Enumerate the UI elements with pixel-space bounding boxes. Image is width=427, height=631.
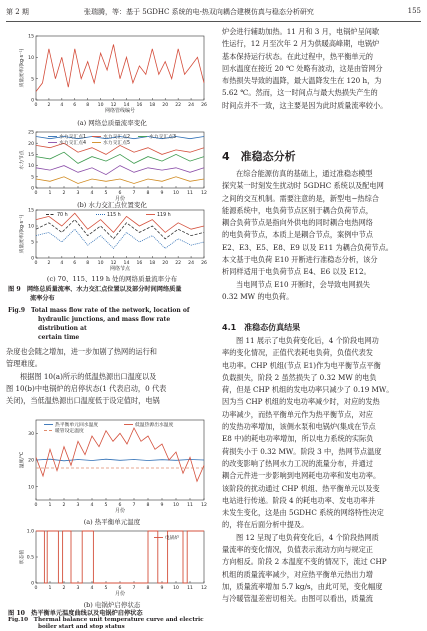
fig10a-chart xyxy=(14,416,210,518)
x-tick-label: 8 xyxy=(86,103,90,108)
series-line xyxy=(36,166,204,175)
fig9c-caption: (c) 70、115、119 h 处的网络质量流率分布 xyxy=(46,275,178,283)
fig9c-chart xyxy=(14,206,210,274)
fig10-caption-en: Fig.10 Thermal balance unit temperature curve and electric boiler start and stop status xyxy=(8,617,204,630)
x-tick-label: 2 xyxy=(47,261,51,266)
legend-entry: 水力交汇点2 xyxy=(103,135,131,140)
y-tick-label: 20 xyxy=(28,141,34,147)
right-col-mid xyxy=(222,168,422,303)
fig9b-chart xyxy=(14,128,210,208)
y-tick-label: 25 xyxy=(28,130,34,136)
header-rule xyxy=(6,21,421,22)
running-header xyxy=(6,4,421,18)
y-axis-label: 温度/℃ xyxy=(20,451,25,469)
x-tick-label: 12 xyxy=(201,586,207,591)
x-tick-label: 8 xyxy=(146,503,150,508)
x-tick-label: 6 xyxy=(73,261,77,266)
y-axis-label: 质量流率/(kg·s⁻¹) xyxy=(20,214,25,254)
y-tick-label: 10 xyxy=(28,164,34,170)
legend-entry: 水力交汇点1 xyxy=(59,135,87,140)
x-tick-label: 4 xyxy=(60,261,64,266)
x-tick-label: 7 xyxy=(132,191,136,196)
y-tick-label: 30 xyxy=(28,431,34,437)
y-tick-label: 0 xyxy=(31,186,34,192)
y-tick-label: 10 xyxy=(28,55,34,61)
x-tick-label: 6 xyxy=(73,103,77,108)
x-tick-label: 12 xyxy=(110,261,117,266)
fig9-caption-cn: 图 9 网络总质量流率、水力交汇点位置以及部分时间网络质量 流率分布 xyxy=(8,286,182,302)
y-axis-label: 质量流率/(kg·s⁻¹) xyxy=(20,48,25,88)
x-axis-label: 月份 xyxy=(114,508,126,514)
section-4-1-heading: 4.1 准稳态仿真结果 xyxy=(222,323,301,332)
x-tick-label: 9 xyxy=(160,503,164,508)
plot-frame xyxy=(36,36,204,100)
legend-entry: 电锅炉 xyxy=(165,536,180,541)
legend-entry: 低温热源出水温度 xyxy=(135,423,174,428)
legend-entry: 70 h xyxy=(57,213,68,218)
x-tick-label: 1 xyxy=(48,586,52,591)
y-tick-label: 10 xyxy=(28,485,34,491)
page-number: 155 xyxy=(407,7,421,15)
x-tick-label: 12 xyxy=(110,103,117,108)
x-tick-label: 12 xyxy=(201,503,207,508)
x-tick-label: 4 xyxy=(90,503,94,508)
para: 在综合能源仿真的基础上，通过准稳态模型 探究某一时刻发生扰动时 5GDHC 系统以及配电网 之间的交互机制。需要注意的是，新型电−热综合 能源系统中，电负荷节点区别于耦合负荷节点， 耦合负荷节点是指向外供电的同时耦合电热网络 的电负荷节点，本质上是耦合节点，案例中节点 E2、E3、E5、E8、E9 以及 E11 为耦合负荷节点。 本文基于电负荷 E10 开断进行准稳态分析，该分 析同样适用于电负荷节点 E4、E6 以及 E12。 xyxy=(222,169,393,277)
x-tick-label: 10 xyxy=(173,503,179,508)
para: 炉会进行辅助加热。11 月和 3 月，电锅炉呈间歇 性运行，12 月至次年 2 月为供暖高峰期，电锅炉 基本保持运行状态。在此过程中，热平衡单元的 回水温度在接近 20 ℃ 处略有波动，这是由管网分 布热损失导致的温降，最大温降发生在 120 h，为 5.62 ℃。然而，这一时间点与最大热损失产生的 时间点并不一致，这主要是因为此时质量流率较小。 xyxy=(222,27,388,110)
x-tick-label: 24 xyxy=(188,103,195,108)
y-tick-label: 0 xyxy=(31,256,34,262)
para: 杂度也会随之增加，进一步加剧了热网的运行和 管理难度。 xyxy=(6,347,157,369)
x-tick-label: 5 xyxy=(104,191,108,196)
fig9a-caption: (a) 网络总质量流率变化 xyxy=(77,119,147,127)
x-tick-label: 3 xyxy=(76,586,80,591)
x-tick-label: 3 xyxy=(76,503,80,508)
x-tick-label: 16 xyxy=(136,103,143,108)
header-title: 张瑞腾，等：基于 5GDHC 系统的电-热双向耦合建模仿真与稳态分析研究 xyxy=(84,8,314,16)
x-tick-label: 22 xyxy=(175,261,182,266)
fig9-caption-en: Fig.9 Total mass flow rate of the network, location of hydraulic junctions, and mass flow rate distribution at certain time xyxy=(8,307,190,341)
x-tick-label: 0 xyxy=(34,103,38,108)
y-tick-label: 15 xyxy=(28,34,34,40)
para: 图 12 呈现了电负荷变化后，4 个阶段热网质 量流率的变化情况，负值表示流动方向与规定正 方向相反。阶段 2 本温度不变的情况下，流过 CHP 机组的质量流率减少，对应热平衡单元热出力增 加，质量流率增加 5.7 kg/s，由此可见，变化幅度 与冷暖管温差密切相关。由图可以看出，质量流 xyxy=(222,532,387,604)
y-tick-label: 5 xyxy=(31,77,34,83)
x-tick-label: 20 xyxy=(162,103,169,108)
fig10b-caption: (b) 电锅炉启停状态 xyxy=(83,601,141,609)
x-tick-label: 0 xyxy=(34,191,38,196)
x-tick-label: 4 xyxy=(90,586,94,591)
series-line xyxy=(36,152,204,163)
legend-entry: 水力交汇点4 xyxy=(59,141,87,146)
legend-entry: 水力交汇点3 xyxy=(149,135,177,140)
x-tick-label: 12 xyxy=(201,191,207,196)
para: 根据图 10(a)所示的低温热源出口温度以及 图 10(b)中电锅炉的启停状态(1 代表启动，0 代表 关闭)，当低温热源出口温度低于设定值时，电锅 xyxy=(6,371,167,406)
x-tick-label: 18 xyxy=(149,103,156,108)
y-tick-label: 0 xyxy=(31,98,34,104)
x-tick-label: 11 xyxy=(187,586,193,591)
y-tick-label: 20 xyxy=(28,458,34,464)
x-tick-label: 8 xyxy=(146,586,150,591)
right-col-top xyxy=(222,26,422,112)
x-tick-label: 0 xyxy=(34,261,38,266)
legend-entry: 暖管设定温度 xyxy=(55,429,84,434)
x-tick-label: 7 xyxy=(132,586,136,591)
x-tick-label: 3 xyxy=(76,191,80,196)
series-line xyxy=(36,220,204,239)
legend-entry: 热平衡单元回水温度 xyxy=(55,423,99,428)
section-4-heading: 4 准稳态分析 xyxy=(222,150,296,163)
x-tick-label: 2 xyxy=(62,191,66,196)
x-tick-label: 8 xyxy=(86,261,90,266)
fig9b-caption: (b) 水力交汇点位置变化 xyxy=(77,201,147,209)
legend-entry: 119 h xyxy=(157,213,171,218)
y-tick-label: 15 xyxy=(28,208,34,214)
x-tick-label: 2 xyxy=(47,103,51,108)
x-tick-label: 20 xyxy=(162,261,169,266)
y-tick-label: 5 xyxy=(31,175,34,181)
x-tick-label: 2 xyxy=(62,586,66,591)
x-axis-label: 月份 xyxy=(114,591,126,597)
x-tick-label: 5 xyxy=(104,503,108,508)
x-tick-label: 26 xyxy=(201,103,207,108)
fig9a-chart xyxy=(14,32,210,116)
y-tick-label: 15 xyxy=(28,153,34,158)
x-tick-label: 14 xyxy=(123,261,130,266)
legend-entry: 水力交汇点5 xyxy=(103,141,131,146)
y-tick-label: 0.5 xyxy=(26,555,34,561)
x-tick-label: 1 xyxy=(48,503,52,508)
x-tick-label: 4 xyxy=(60,103,64,108)
x-axis-label: 网络节点 xyxy=(109,266,131,272)
x-axis-label: 月份 xyxy=(114,196,126,202)
fig10a-caption: (a) 热平衡单元温度 xyxy=(83,518,141,526)
right-col-bottom xyxy=(222,335,422,606)
series-line xyxy=(36,428,204,481)
x-tick-label: 1 xyxy=(48,191,52,196)
x-tick-label: 11 xyxy=(187,191,193,196)
fig10b-chart xyxy=(14,525,210,601)
x-tick-label: 6 xyxy=(118,503,122,508)
series-line xyxy=(36,177,204,184)
x-tick-label: 9 xyxy=(160,586,164,591)
x-tick-label: 9 xyxy=(160,191,164,196)
left-paragraphs xyxy=(6,346,211,407)
issue-number: 第 2 期 xyxy=(6,8,29,16)
x-tick-label: 8 xyxy=(146,191,150,196)
x-tick-label: 6 xyxy=(118,191,122,196)
series-line xyxy=(36,45,204,92)
x-tick-label: 7 xyxy=(132,503,136,508)
para: 图 11 展示了电负荷变化后，4 个阶段电网功 率的变化情况，正值代表耗电负荷，负值代表发 电功率。CHP 机组(节点 E1)作为电平衡节点平衡 负载损失，阶段 2 虽然损失了 0.32 MW 的电负 荷，但是 CHP 机组的发电功率只减少了 0.19 MW。 因为当 CHP 机组的发电功率减少时，对应的发热 功率减少，而热平衡单元作为热平衡节点，对应 的发热功率增加，该侧水泵和电锅炉(集成在节点 E8 中)的耗电功率增加，所以电力系统的实际负 荷损失小于 0.32 MW。阶段 3 中，热网节点温度 的改变影响了热网水力工况的流量分布，并通过 耦合元件进一步影响到电网耗电功率和发电功率。 该阶段的扰动通过 CHP 机组、热平衡单元以及变 电站进行传递。阶段 4 的耗电功率、发电功率并 未发生变化，这是由 5GDHC 系统的网络特性决定 的，将在后面分析中提及。 xyxy=(222,336,394,530)
y-axis-label: 状态值 xyxy=(20,549,25,565)
x-tick-label: 10 xyxy=(97,103,104,108)
y-tick-label: 0 xyxy=(31,581,34,587)
x-tick-label: 10 xyxy=(173,191,179,196)
legend-entry: 115 h xyxy=(107,213,121,218)
y-tick-label: 1.0 xyxy=(26,529,34,535)
para: 当电网节点 E10 开断时，会导致电网损失 0.32 MW 的电负荷。 xyxy=(222,279,370,301)
x-tick-label: 10 xyxy=(97,261,104,266)
y-tick-label: 5 xyxy=(31,240,34,246)
x-tick-label: 10 xyxy=(173,586,179,591)
x-tick-label: 6 xyxy=(118,586,122,591)
y-tick-label: 10 xyxy=(28,224,34,230)
x-tick-label: 11 xyxy=(187,503,193,508)
x-tick-label: 24 xyxy=(188,261,195,266)
x-tick-label: 0 xyxy=(34,586,38,591)
x-tick-label: 2 xyxy=(62,503,66,508)
x-tick-label: 26 xyxy=(201,261,207,266)
x-tick-label: 16 xyxy=(136,261,143,266)
x-tick-label: 4 xyxy=(90,191,94,196)
x-tick-label: 18 xyxy=(149,261,156,266)
x-tick-label: 14 xyxy=(123,103,130,108)
x-tick-label: 22 xyxy=(175,103,182,108)
y-axis-label: 水力节点 xyxy=(20,150,25,170)
x-axis-label: 网络管线编号 xyxy=(104,108,136,114)
fig10-caption-cn: 图 10 热平衡单元温度曲线以及电锅炉启停状态 xyxy=(8,610,143,617)
x-tick-label: 0 xyxy=(34,503,38,508)
x-tick-label: 5 xyxy=(104,586,108,591)
